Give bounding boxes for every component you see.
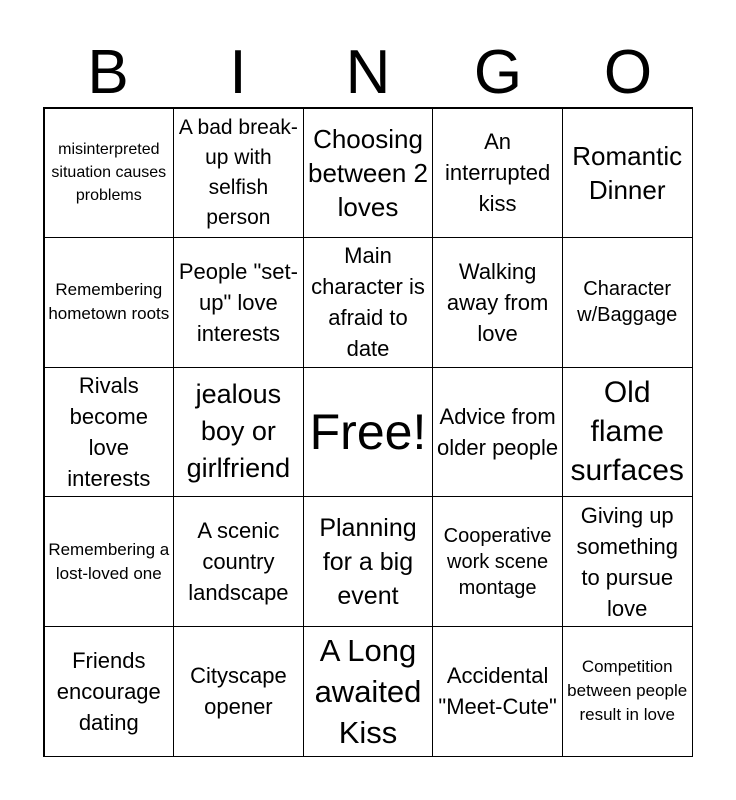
bingo-cell: Advice from older people [432,367,563,498]
bingo-cell: A scenic country landscape [173,496,304,627]
header-letter-g: G [473,38,523,107]
bingo-cell: Main character is afraid to date [303,237,434,368]
bingo-cell: Cityscape opener [173,626,304,757]
bingo-cell: misinterpreted situation causes problems [44,108,175,239]
header-letter-o: O [603,38,653,107]
bingo-cell: Giving up something to pursue love [562,496,693,627]
bingo-cell: Accidental "Meet-Cute" [432,626,563,757]
header-letter-n: N [345,38,391,107]
bingo-cell: Cooperative work scene montage [432,496,563,627]
bingo-cell: Character w/Baggage [562,237,693,368]
bingo-cell: Competition between people result in love [562,626,693,757]
bingo-header [43,38,693,108]
free-space: Free! [303,367,434,498]
bingo-cell: Remembering hometown roots [44,237,175,368]
header-letter-b: B [87,38,129,107]
bingo-cell: Remembering a lost-loved one [44,496,175,627]
bingo-cell: People "set-up" love interests [173,237,304,368]
bingo-cell: An interrupted kiss [432,108,563,239]
bingo-cell: A bad break-up with selfish person [173,108,304,239]
bingo-cell: Old flame surfaces [562,367,693,498]
bingo-cell: jealous boy or girlfriend [173,367,304,498]
bingo-cell: Walking away from love [432,237,563,368]
bingo-cell: A Long awaited Kiss [303,626,434,757]
bingo-grid [43,107,693,757]
header-letter-i: I [229,38,247,107]
bingo-cell: Romantic Dinner [562,108,693,239]
bingo-cell: Rivals become love interests [44,367,175,498]
bingo-cell: Choosing between 2 loves [303,108,434,239]
bingo-cell: Friends encourage dating [44,626,175,757]
bingo-cell: Planning for a big event [303,496,434,627]
